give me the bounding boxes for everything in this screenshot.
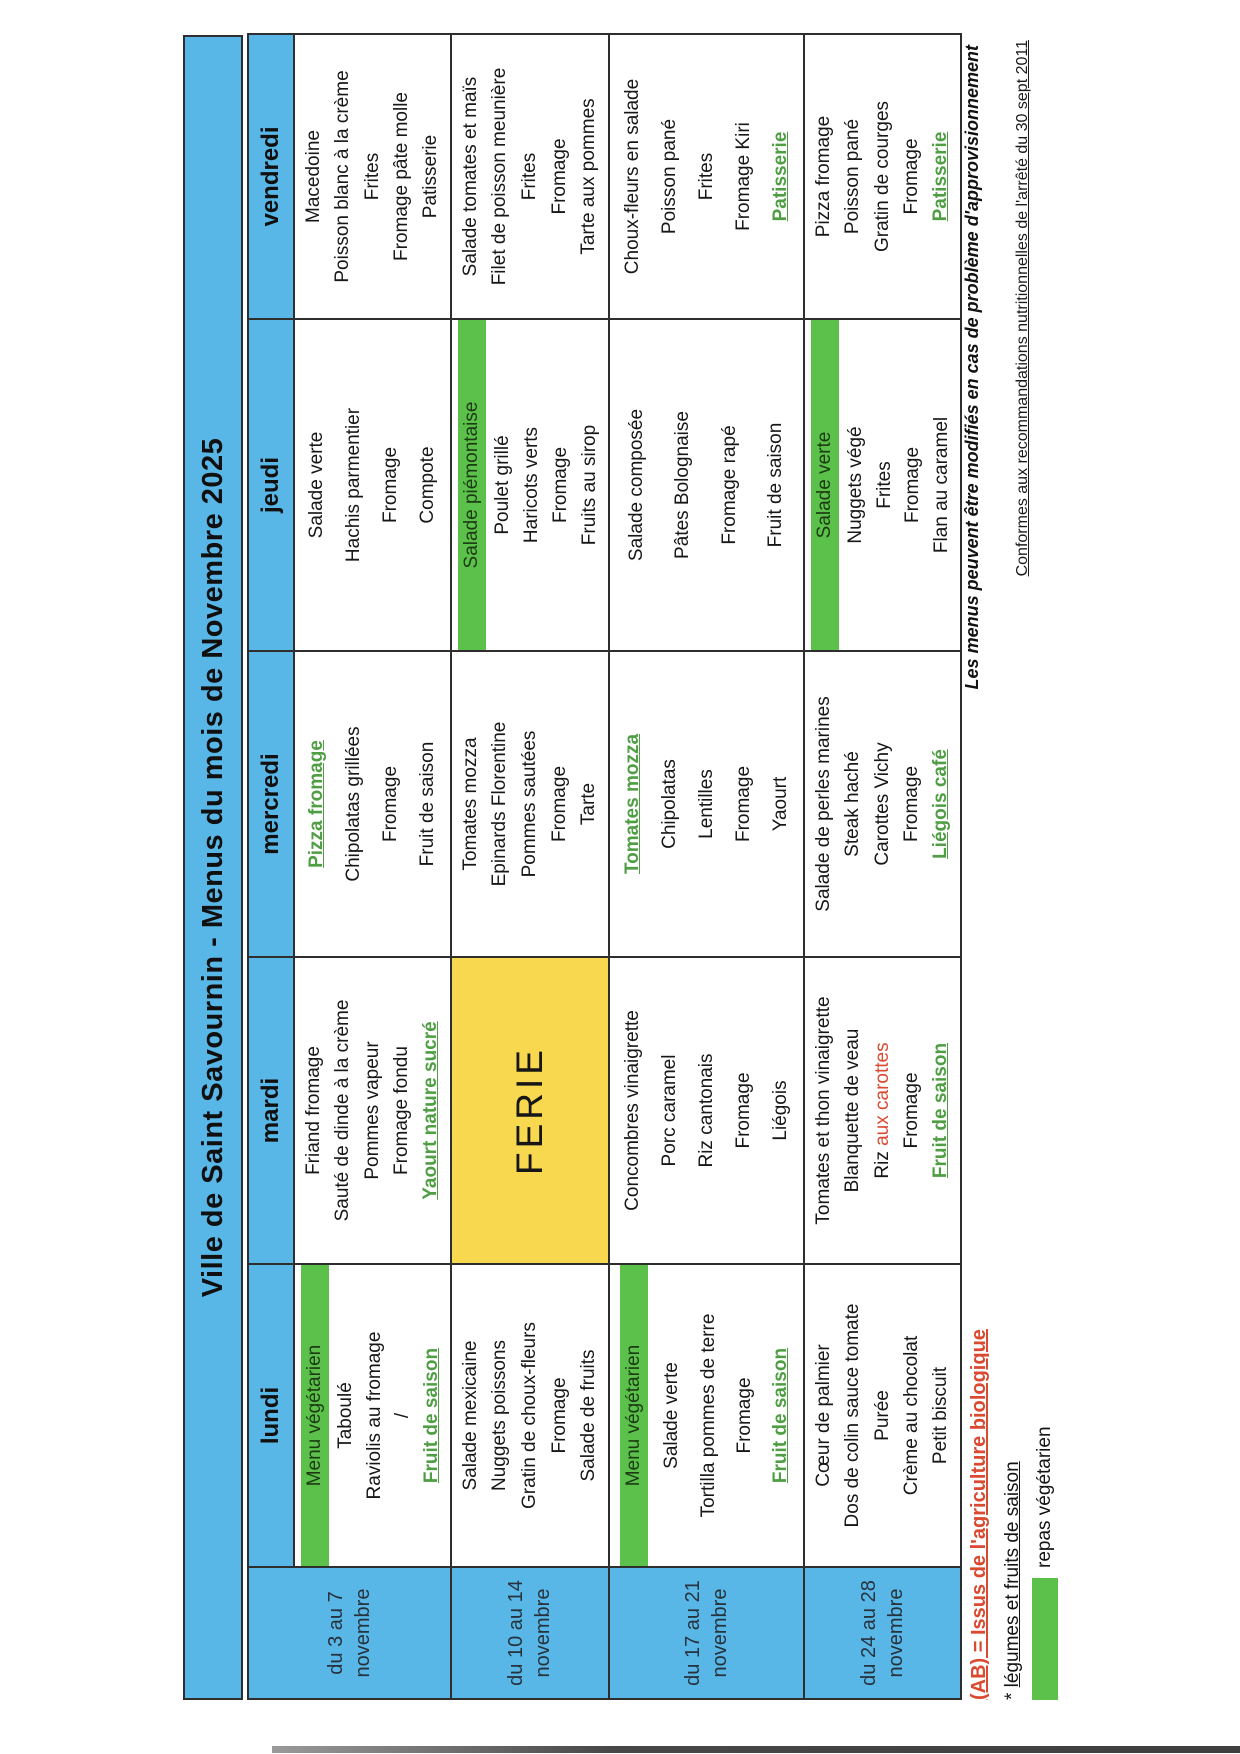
menu-cell-content	[614, 1265, 799, 1566]
menu-item: Liégois café	[930, 749, 952, 859]
menu-cell-content	[809, 320, 956, 650]
menu-item: Fromage	[549, 446, 571, 524]
menu-cell-content	[809, 35, 956, 318]
menu-cell-week1-vendredi	[294, 34, 451, 319]
menu-cell-week2-lundi	[451, 1264, 609, 1567]
menu-item: Dos de colin sauce tomate	[842, 1303, 864, 1528]
menu-cell-content	[614, 320, 799, 650]
week-label-line: du 10 au 14	[505, 1580, 527, 1686]
menu-item: Pizza fromage	[812, 115, 834, 238]
green-swatch	[1032, 1578, 1058, 1700]
menu-item: Tomates et thon vinaigrette	[812, 996, 834, 1225]
menu-item: Pommes sautées	[519, 730, 541, 878]
note-nutrition-conformity: Conformes aux recommandations nutritionnelles de l'arrêté du 30 sept 2011	[1014, 40, 1031, 577]
menu-cell-content	[614, 652, 799, 956]
menu-item: Yaourt nature sucré	[420, 1021, 442, 1200]
day-header-jeudi: jeudi	[248, 319, 294, 651]
menu-item: Yaourt	[769, 776, 791, 832]
menu-item: Frites	[873, 461, 895, 509]
table-row-week2	[451, 34, 609, 1699]
menu-item: Fromage fondu	[390, 1046, 412, 1175]
menu-item: Concombres vinaigrette	[621, 1010, 643, 1211]
menu-item: Patisserie	[420, 134, 442, 219]
menu-item: Nuggets végé	[844, 426, 866, 544]
week-label-line: novembre	[532, 1588, 554, 1678]
menu-item: Crème au chocolat	[900, 1335, 922, 1496]
menu-item: Fromage	[900, 1072, 922, 1149]
menu-item: Flan au caramel	[930, 416, 952, 554]
menu-item: Nuggets poissons	[489, 1339, 511, 1492]
menu-cell-week3-mercredi	[609, 651, 804, 957]
menu-item: Lentilles	[695, 769, 717, 839]
menu-item: Compote	[416, 446, 438, 524]
menu-item: Salade de fruits	[578, 1349, 600, 1482]
menu-item: Liégois	[769, 1080, 791, 1141]
menu-item: Fromage	[900, 138, 922, 215]
week-label-line: du 17 au 21	[681, 1580, 704, 1686]
menu-cell-week4-vendredi	[804, 34, 961, 319]
table-row-week1	[294, 34, 451, 1699]
menu-cell-week4-mercredi	[804, 651, 961, 957]
menu-item: Purée	[871, 1390, 893, 1441]
menu-cell-content	[456, 652, 604, 956]
menu-item: Filet de poisson meunière	[489, 67, 511, 286]
menu-cell-week1-jeudi	[294, 319, 451, 651]
menu-table	[247, 33, 962, 1700]
menu-cell-week3-jeudi	[609, 319, 804, 651]
menu-item: Fromage	[900, 765, 922, 843]
menu-item: Fruit de saison	[416, 741, 438, 867]
menu-item-highlighted: Salade verte	[811, 320, 839, 650]
menu-item: Cœur de palmier	[812, 1344, 834, 1487]
menu-cell-content	[809, 652, 956, 956]
menu-item: Hachis parmentier	[343, 407, 365, 563]
legend-vegetarian-label: repas végétarien	[1034, 1426, 1055, 1568]
menu-item-highlighted: Menu végétarien	[301, 1265, 329, 1566]
menu-item-part-red: aux carottes	[871, 1042, 893, 1146]
menu-cell-week3-mardi	[609, 957, 804, 1264]
menu-item: Fromage rapé	[718, 425, 740, 545]
menu-cell-content	[456, 35, 604, 318]
day-header-vendredi: vendredi	[248, 34, 294, 319]
menu-cell-content	[456, 320, 604, 650]
menu-cell-content	[456, 1265, 604, 1566]
menu-item: Gratin de choux-fleurs	[519, 1322, 541, 1509]
week-label-4	[804, 1567, 961, 1699]
menu-item: Chipolatas	[658, 759, 680, 849]
menu-cell-content	[809, 1265, 956, 1566]
menu-item: FERIE	[508, 1046, 550, 1175]
menu-cell-content	[456, 958, 604, 1263]
day-header-row	[248, 34, 294, 1699]
menu-cell-week1-mardi	[294, 957, 451, 1264]
day-header-lundi: lundi	[248, 1264, 294, 1567]
menu-cell-content	[809, 958, 956, 1263]
week-label-line: novembre	[884, 1588, 907, 1678]
menu-item: Pâtes Bolognaise	[672, 411, 694, 559]
note-menus-modifiable: Les menus peuvent être modifiés en cas de problème d'approvisionnement	[962, 45, 982, 690]
menu-item: Frites	[361, 152, 383, 201]
menu-cell-content	[299, 320, 446, 650]
menu-cell-week3-vendredi	[609, 34, 804, 319]
menu-item: Fromage Kiri	[732, 122, 754, 231]
menu-cell-week1-mercredi	[294, 651, 451, 957]
menu-item: Macedoine	[302, 130, 324, 223]
menu-item: Gratin de courges	[871, 100, 893, 253]
menu-item: /	[392, 1412, 414, 1419]
week-label-line: du 3 au 7	[324, 1591, 347, 1675]
menu-item: Fromage	[548, 138, 570, 215]
menu-item: Poisson blanc à la crème	[332, 70, 354, 283]
menu-table-body	[248, 34, 961, 1699]
menu-item: Poulet grillé	[492, 435, 514, 535]
menu-item: Tarte aux pommes	[578, 98, 600, 255]
menu-item: Fruit de saison	[420, 1347, 442, 1484]
menu-item: Fromage pâte molle	[390, 92, 412, 261]
menu-item: Salade tomates et maïs	[459, 76, 481, 277]
menu-cell-week2-jeudi	[451, 319, 609, 651]
asterisk: *	[1002, 1687, 1023, 1700]
menu-cell-content	[299, 652, 446, 956]
menu-item: Tomates mozza	[459, 737, 481, 871]
menu-item: Fromage	[733, 1377, 755, 1454]
menu-item: Steak haché	[842, 751, 864, 857]
menu-item: Fruit de saison	[769, 1347, 791, 1484]
menu-item: Pizza fromage	[306, 740, 328, 868]
week-label-3	[609, 1567, 804, 1699]
menu-item: Fromage	[732, 765, 754, 843]
week-label-2	[451, 1567, 609, 1699]
table-row-week3	[609, 34, 804, 1699]
menu-item: Poisson pané	[842, 118, 864, 235]
page-title: Ville de Saint Savournin - Menus du mois de Novembre 2025	[183, 35, 243, 1700]
menu-item: Fromage	[902, 446, 924, 524]
menu-item: Choux-fleurs en salade	[621, 78, 643, 275]
menu-cell-content	[614, 958, 799, 1263]
menu-cell-week4-jeudi	[804, 319, 961, 651]
menu-item	[871, 958, 895, 1263]
menu-cell-week3-lundi	[609, 1264, 804, 1567]
menu-cell-week2-vendredi	[451, 34, 609, 319]
menu-cell-content	[299, 958, 446, 1263]
week-label-line: du 24 au 28	[857, 1580, 880, 1686]
table-row-week4	[804, 34, 961, 1699]
menu-item: Friand fromage	[302, 1046, 324, 1175]
menu-item: Salade verte	[661, 1362, 683, 1469]
menu-cell-week4-lundi	[804, 1264, 961, 1567]
menu-item-highlighted: Menu végétarien	[620, 1265, 648, 1566]
menu-item: Tortilla pommes de terre	[697, 1313, 719, 1518]
menu-item: Fruits au sirop	[578, 424, 600, 546]
menu-item: Fruit de saison	[764, 422, 786, 548]
menu-item: Salade verte	[306, 431, 328, 539]
menu-item: Frites	[519, 152, 541, 201]
note-seasonal-legend	[1002, 1461, 1024, 1700]
legend-vegetarian	[1032, 1426, 1058, 1700]
menu-item: Frites	[695, 152, 717, 201]
menu-item: Haricots verts	[521, 426, 543, 544]
menu-item-part: Riz	[871, 1145, 893, 1179]
menu-cell-week2-mercredi	[451, 651, 609, 957]
menu-item: Fromage	[732, 1072, 754, 1149]
menu-item: Patisserie	[769, 131, 791, 222]
menu-item: Carottes Vichy	[871, 742, 893, 866]
note-organic-legend: (AB) = Issus de l'agriculture biologique	[968, 1329, 990, 1700]
menu-item: Fromage	[548, 765, 570, 843]
menu-cell-content	[299, 35, 446, 318]
week-label-1	[248, 1567, 451, 1699]
menu-item: Fromage	[379, 765, 401, 843]
menu-item: Salade de perles marines	[812, 696, 834, 912]
menu-item: Tarte	[578, 782, 600, 826]
menu-cell-week4-mardi	[804, 957, 961, 1264]
menu-item: Blanquette de veau	[842, 1028, 864, 1193]
menu-cell-week1-lundi	[294, 1264, 451, 1567]
menu-item: Riz cantonais	[695, 1053, 717, 1168]
menu-item: Poisson pané	[658, 118, 680, 235]
menu-item: Patisserie	[930, 131, 952, 222]
menu-item: Tomates mozza	[621, 733, 643, 875]
menu-item: Taboulé	[334, 1382, 356, 1449]
note-seasonal-text: légumes et fruits de saison	[1002, 1461, 1023, 1688]
menu-item: Salade mexicaine	[459, 1340, 481, 1491]
menu-item: Petit biscuit	[930, 1366, 952, 1465]
holiday-cell-week2-mardi	[451, 957, 609, 1264]
menu-item: Pommes vapeur	[361, 1041, 383, 1180]
menu-item: Sauté de dinde à la crème	[332, 999, 354, 1222]
day-header-mardi: mardi	[248, 957, 294, 1264]
week-label-line: novembre	[708, 1588, 731, 1678]
menu-item-highlighted: Salade piémontaise	[458, 320, 486, 650]
menu-item: Raviolis au fromage	[363, 1331, 385, 1500]
day-header-mercredi: mercredi	[248, 651, 294, 957]
scan-artifact-strip	[272, 1746, 1240, 1753]
menu-cell-content	[299, 1265, 446, 1566]
menu-item: Chipolatas grillées	[343, 726, 365, 882]
menu-item: Fromage	[548, 1377, 570, 1454]
menu-cell-content	[614, 35, 799, 318]
menu-item: Epinards Florentine	[489, 721, 511, 887]
week-label-line: novembre	[351, 1588, 374, 1678]
menu-item: Porc caramel	[658, 1054, 680, 1167]
menu-item: Fromage	[379, 446, 401, 524]
menu-item: Salade composée	[626, 408, 648, 562]
menu-item: Fruit de saison	[930, 1042, 952, 1179]
